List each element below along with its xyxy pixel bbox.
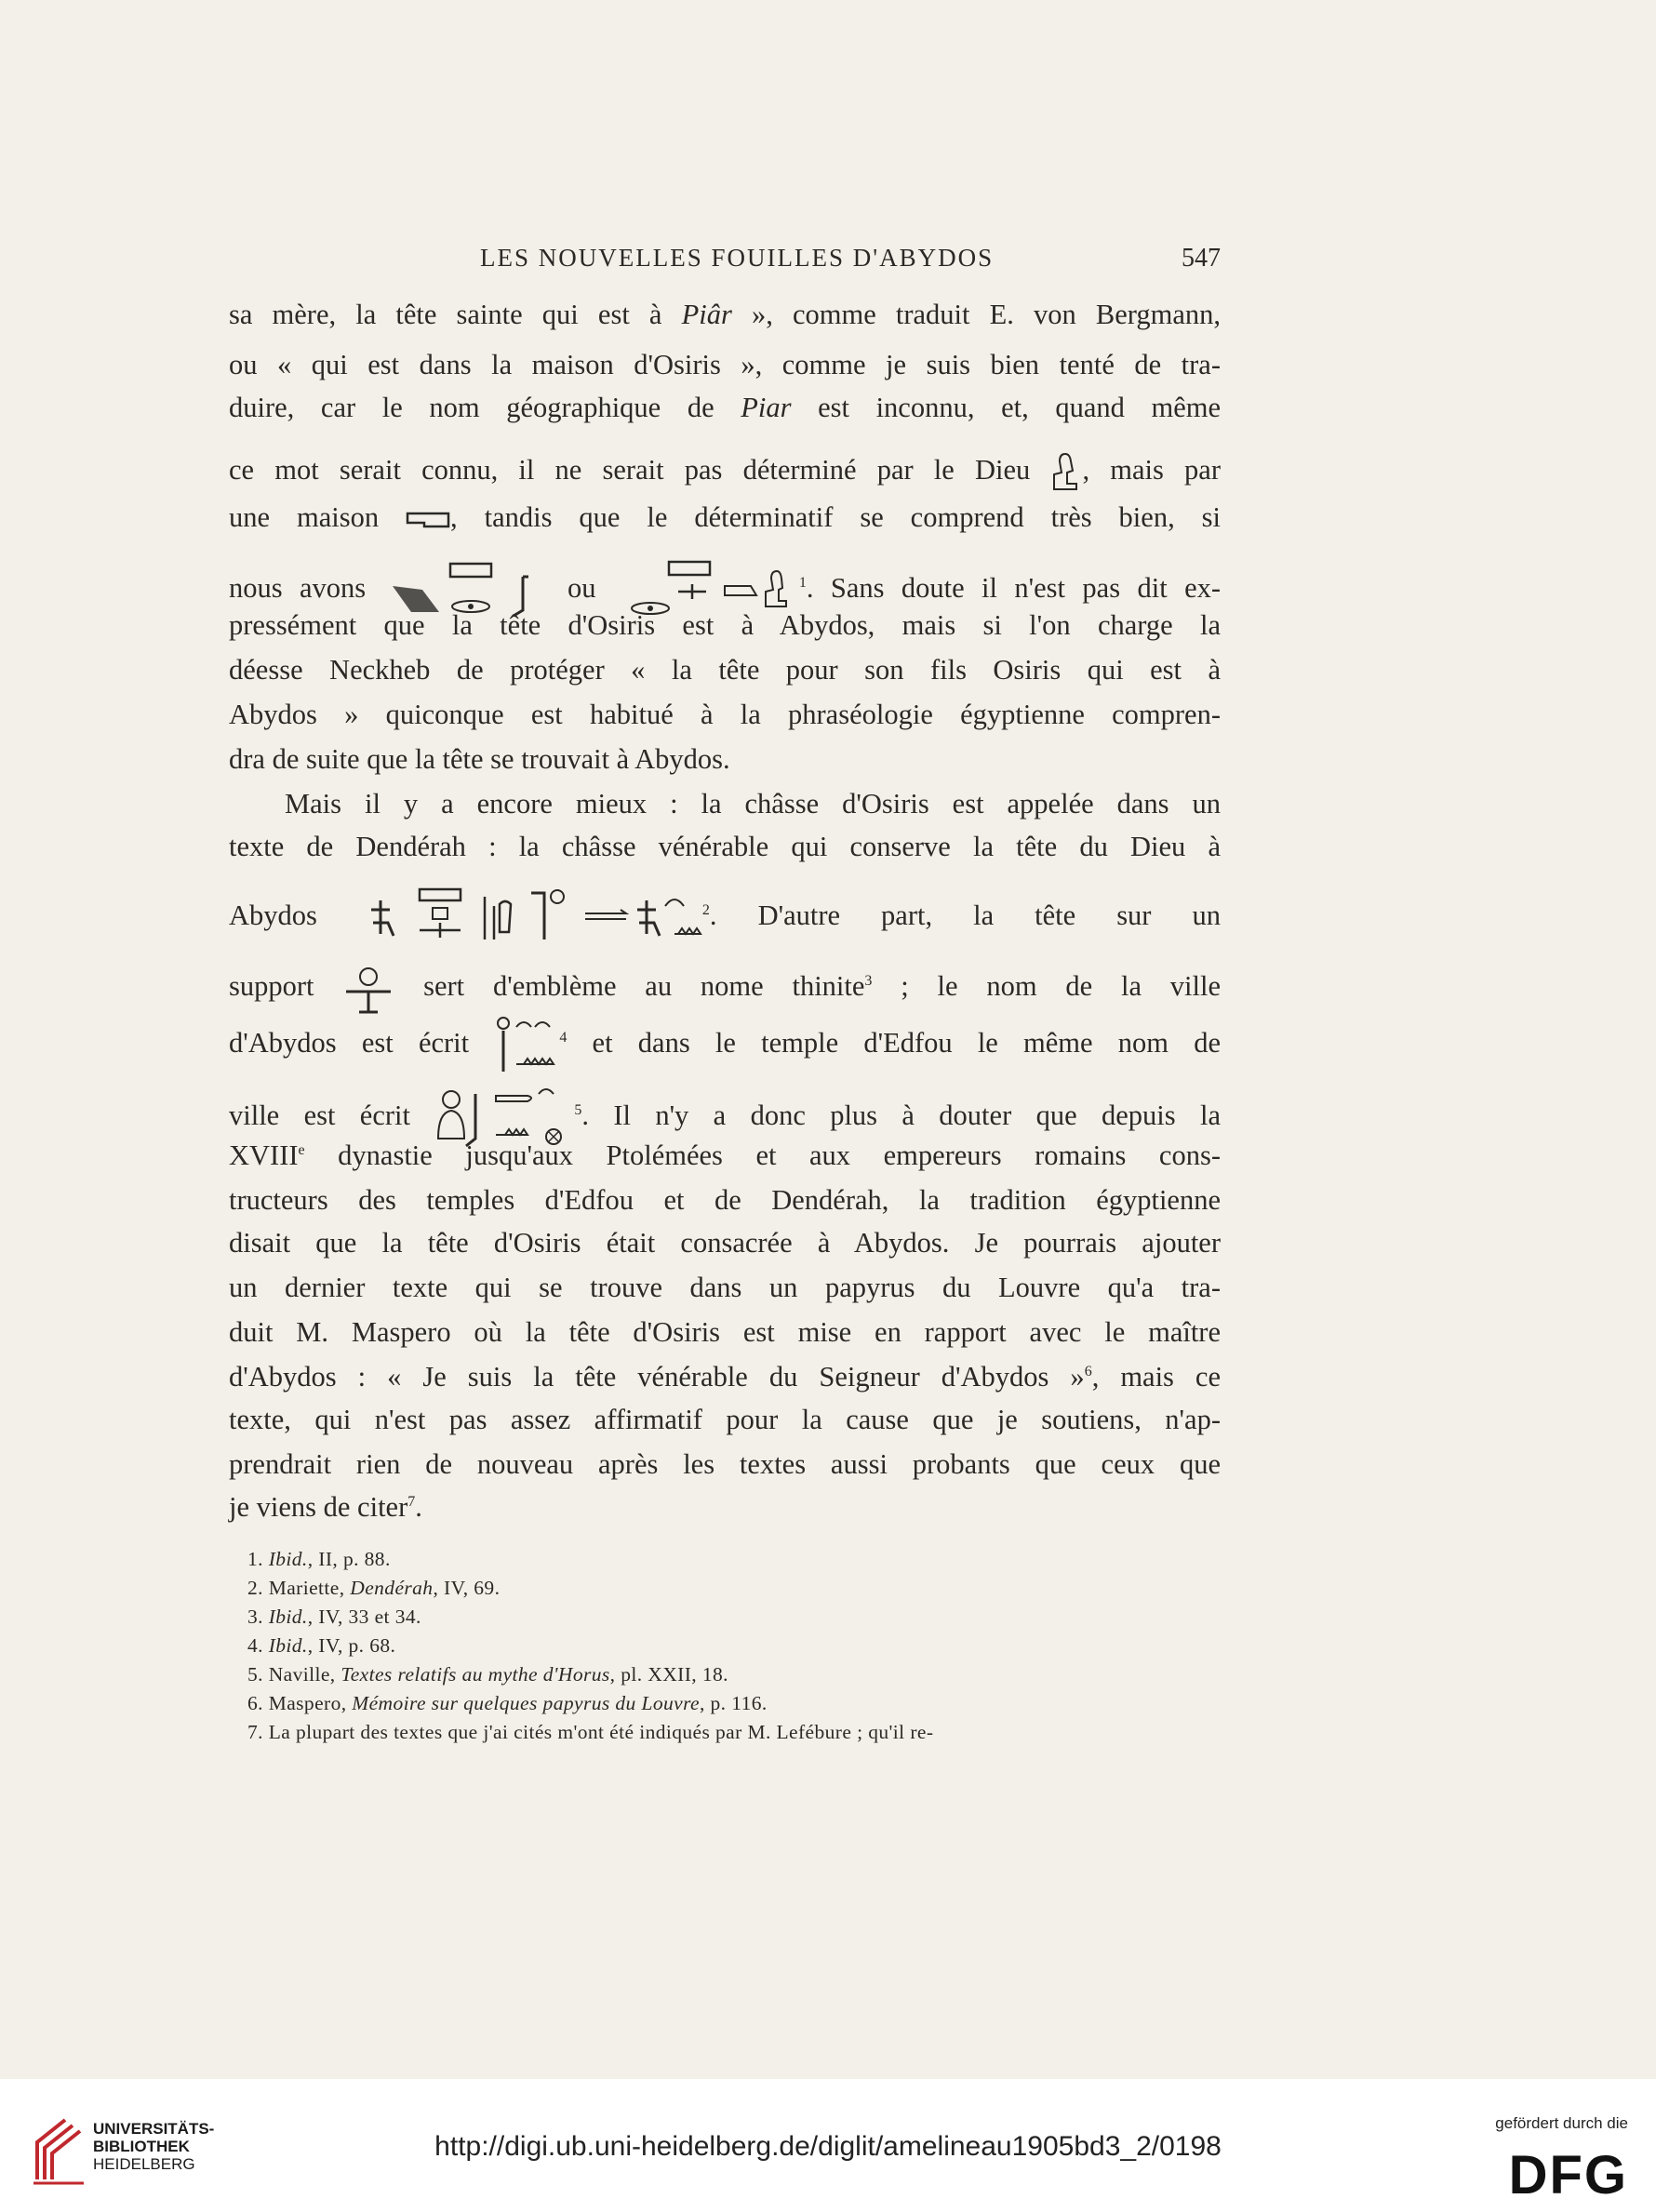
hieroglyph-group-icon [358,886,702,951]
head-on-support-hieroglyph-icon [342,962,394,1016]
abydos-hieroglyph-icon [494,1016,559,1075]
footnote: 1. Ibid., II, p. 88. [247,1548,391,1570]
footnotes [247,1545,1221,1747]
text-line: je viens de citer$^7$. [229,1491,422,1523]
text-line: un dernier texte qui se trouve dans un papyrus du Louvre qu'a tra- [229,1272,1221,1303]
text-line: Mais il y a encore mieux : la châsse d'Osiris est appelée dans un [285,788,1221,820]
viewer-footer [0,2079,1656,2212]
funded-by-label: gefördert durch die [1495,2114,1628,2132]
text-line: ce mot serait connu, il ne serait pas déterminé par le Dieu , mais par [229,450,1221,495]
page-number: 547 [1182,244,1221,273]
text-line: Abydos $^2$. D'autre part, la tête sur un [229,886,1221,951]
text-line: disait que la tête d'Osiris était consacrée à Abydos. Je pourrais ajouter [229,1227,1221,1259]
text-line: XVIIIe dynastie jusqu'aux Ptolémées et aux empereurs romains cons- [229,1139,1221,1171]
university-library-name: UNIVERSITÄTS- BIBLIOTHEK HEIDELBERG [93,2120,215,2173]
text-line: Abydos » quiconque est habitué à la phraséologie égyptienne compren- [229,699,1221,730]
page-url-link[interactable]: http://digi.ub.uni-heidelberg.de/diglit/amelineau1905bd3_2/0198 [434,2131,1222,2162]
footnote: 7. La plupart des textes que j'ai cités m'ont été indiqués par M. Lefébure ; qu'il re- [247,1721,934,1743]
text-line: ville est écrit $^5$. Il n'y a donc plus à douter que depuis la [229,1083,1221,1153]
text-line: d'Abydos : « Je suis la tête vénérable du Seigneur d'Abydos »$^6$, mais ce [229,1361,1222,1392]
text-line: duire, car le nom géographique de Piar est inconnu, et, quand même [229,392,1221,423]
text-line: prendrait rien de nouveau après les textes aussi probants que ceux que [229,1448,1221,1480]
text-line: nous avons ou $^1$. Sans doute il n'est pas dit ex- [229,558,1221,623]
text-line: déesse Neckheb de protéger « la tête pour son fils Osiris qui est à [229,654,1221,686]
text-line: texte de Dendérah : la châsse vénérable qui conserve la tête du Dieu à [229,831,1221,862]
text-line: une maison , tandis que le déterminatif se comprend très bien, si [229,501,1221,533]
text-line: dra de suite que la tête se trouvait à Abydos. [229,743,730,775]
text-line: d'Abydos est écrit $^4$ et dans le temple d'Edfou le même nom de [229,1016,1221,1075]
house-hieroglyph-icon [406,510,450,530]
text-line: tructeurs des temples d'Edfou et de Dendérah, la tradition égyptienne [229,1184,1221,1216]
text-line: duit M. Maspero où la tête d'Osiris est mise en rapport avec le maître [229,1316,1221,1348]
text-line: sa mère, la tête sainte qui est à Piâr », comme traduit E. von Bergmann, [229,299,1221,330]
running-title: LES NOUVELLES FOUILLES D'ABYDOS [480,244,995,272]
text-line: pressément que la tête d'Osiris est à Abydos, mais si l'on charge la [229,609,1221,641]
footnote: 6. Maspero, Mémoire sur quelques papyrus du Louvre, p. 116. [247,1692,768,1714]
dfg-logo[interactable]: DFG [1508,2145,1628,2205]
text-line: ou « qui est dans la maison d'Osiris », comme je suis bien tenté de tra- [229,349,1221,380]
text-line: support sert d'emblème au nome thinite$^3$ ; le nom de la ville [229,962,1221,1016]
text-line: texte, qui n'est pas assez affirmatif pour la cause que je soutiens, n'ap- [229,1404,1221,1435]
footnote: 5. Naville, Textes relatifs au mythe d'Horus, pl. XXII, 18. [247,1663,728,1686]
footnote: 2. Mariette, Dendérah, IV, 69. [247,1577,501,1599]
seated-god-hieroglyph-icon [1050,450,1082,495]
footnote: 3. Ibid., IV, 33 et 34. [247,1606,421,1628]
page-header [229,244,1221,281]
footnote: 4. Ibid., IV, p. 68. [247,1634,396,1657]
